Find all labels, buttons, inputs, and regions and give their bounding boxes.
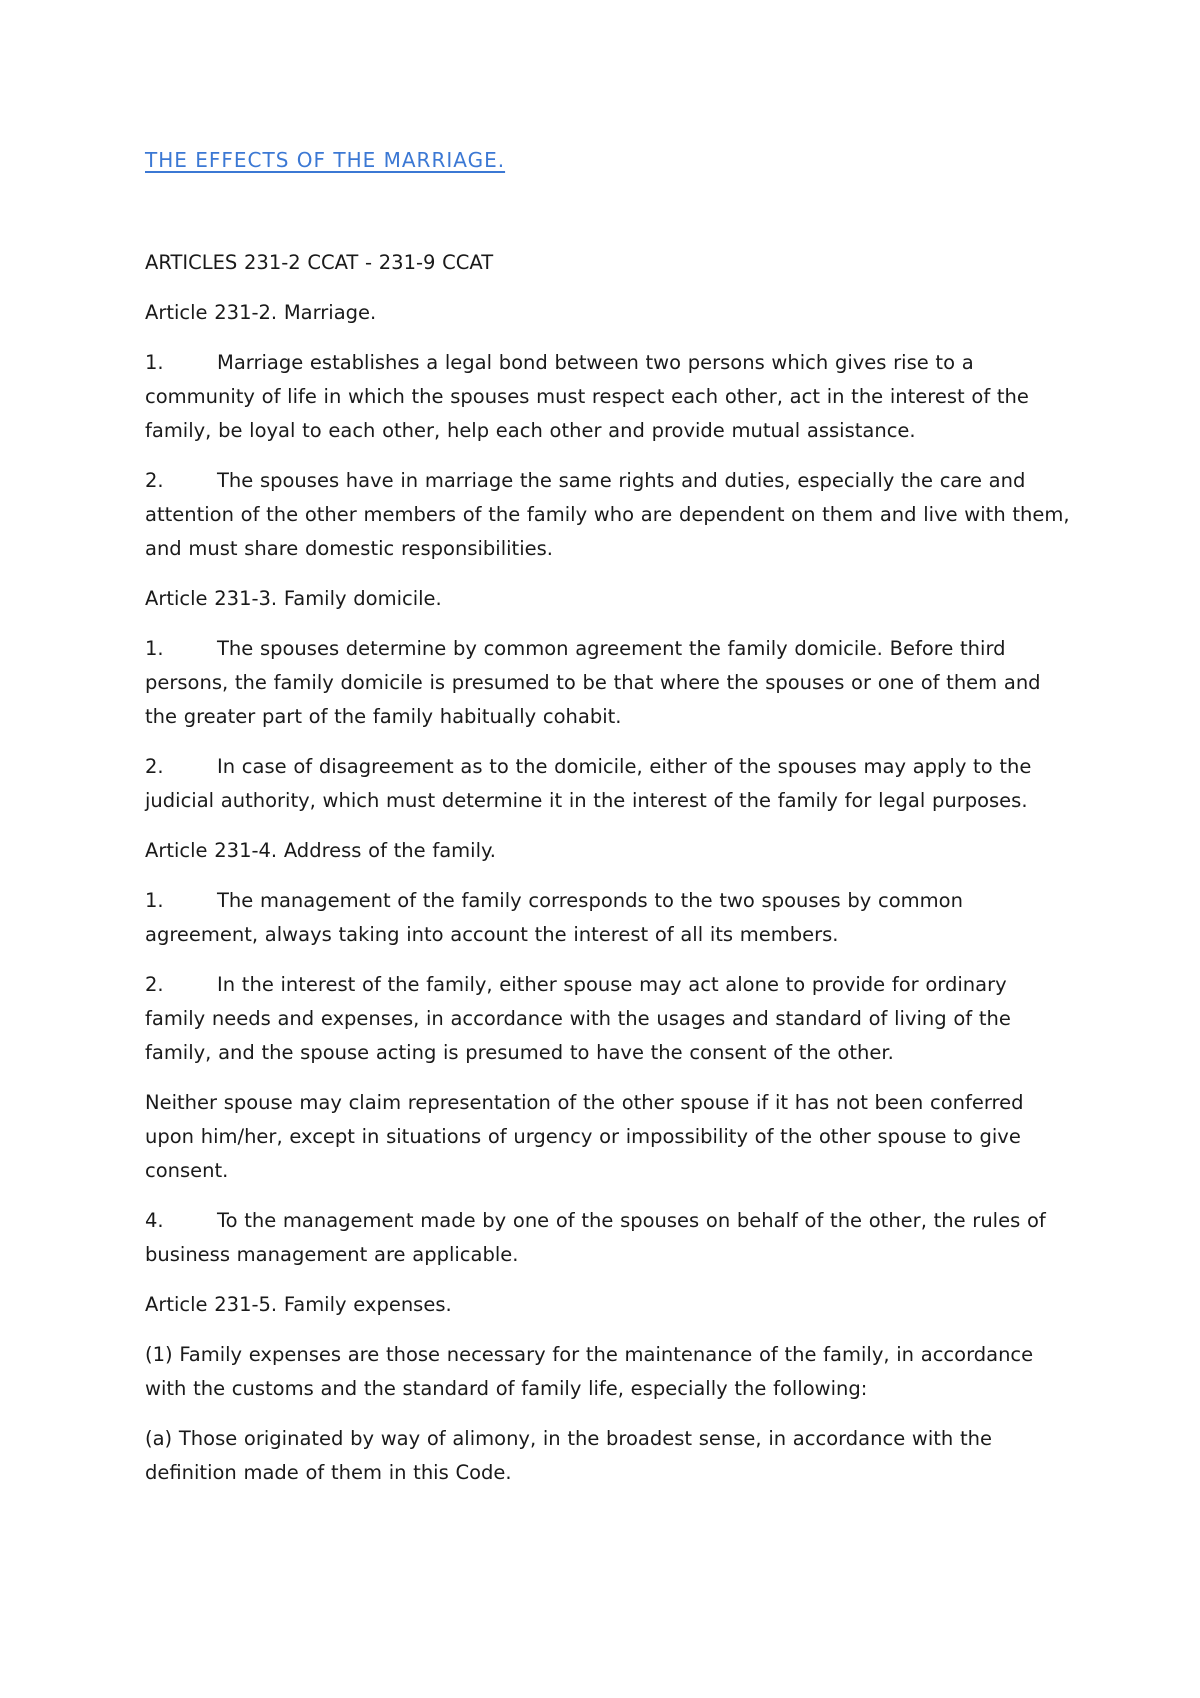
article-231-4-heading: Article 231-4. Address of the family. — [145, 839, 496, 862]
article-231-5-paragraph-1: (1) Family expenses are those necessary for the maintenance of the family, in accordance with the customs and the standard of family life, especially the following: — [145, 1343, 1034, 1400]
article-231-3-paragraph-1 — [145, 632, 1070, 734]
article-231-2-heading: Article 231-2. Marriage. — [145, 301, 377, 324]
article-231-2-paragraph-2 — [145, 464, 1070, 566]
articles-range: ARTICLES 231-2 CCAT - 231-9 CCAT — [145, 251, 494, 274]
article-231-2-paragraph-1 — [145, 346, 1070, 448]
article-231-3-paragraph-2 — [145, 750, 1070, 818]
article-231-5-heading: Article 231-5. Family expenses. — [145, 1293, 452, 1316]
paragraph-number: 1. — [145, 351, 164, 374]
article-231-3-heading: Article 231-3. Family domicile. — [145, 587, 442, 610]
paragraph-number: 1. — [145, 637, 164, 660]
article-231-4-paragraph-2 — [145, 968, 1070, 1070]
paragraph-text: In the interest of the family, either spouse may act alone to provide for ordinary family needs and expenses, in accordance with the usages and standard of living of the family, and the spouse acting is presumed to have the consent of the other. — [145, 973, 1011, 1064]
paragraph-number: 2. — [145, 973, 164, 996]
document-page — [145, 146, 1070, 1506]
paragraph-text: The spouses have in marriage the same rights and duties, especially the care and attention of the other members of the family who are dependent on them and live with them, and must share domestic responsibilities. — [145, 469, 1070, 560]
paragraph-text: The spouses determine by common agreement the family domicile. Before third persons, the family domicile is presumed to be that where the spouses or one of them and the greater part of the family habitually cohabit. — [145, 637, 1041, 728]
paragraph-text: In case of disagreement as to the domicile, either of the spouses may apply to the judicial authority, which must determine it in the interest of the family for legal purposes. — [145, 755, 1032, 812]
paragraph-text: The management of the family corresponds to the two spouses by common agreement, always taking into account the interest of all its members. — [145, 889, 963, 946]
paragraph-text: To the management made by one of the spouses on behalf of the other, the rules of business management are applicable. — [145, 1209, 1046, 1266]
paragraph-number: 4. — [145, 1209, 164, 1232]
article-231-4-paragraph-4 — [145, 1204, 1070, 1272]
article-231-5-paragraph-a: (a) Those originated by way of alimony, in the broadest sense, in accordance with the definition made of them in this Code. — [145, 1427, 992, 1484]
paragraph-text: Marriage establishes a legal bond between two persons which gives rise to a community of life in which the spouses must respect each other, act in the interest of the family, be loyal to each other, help each other and provide mutual assistance. — [145, 351, 1029, 442]
article-231-4-paragraph-3: Neither spouse may claim representation of the other spouse if it has not been conferred upon him/her, except in situations of urgency or impossibility of the other spouse to give consent. — [145, 1091, 1024, 1182]
paragraph-number: 2. — [145, 755, 164, 778]
paragraph-number: 2. — [145, 469, 164, 492]
paragraph-number: 1. — [145, 889, 164, 912]
document-title: THE EFFECTS OF THE MARRIAGE. — [145, 148, 506, 172]
article-231-4-paragraph-1 — [145, 884, 1070, 952]
